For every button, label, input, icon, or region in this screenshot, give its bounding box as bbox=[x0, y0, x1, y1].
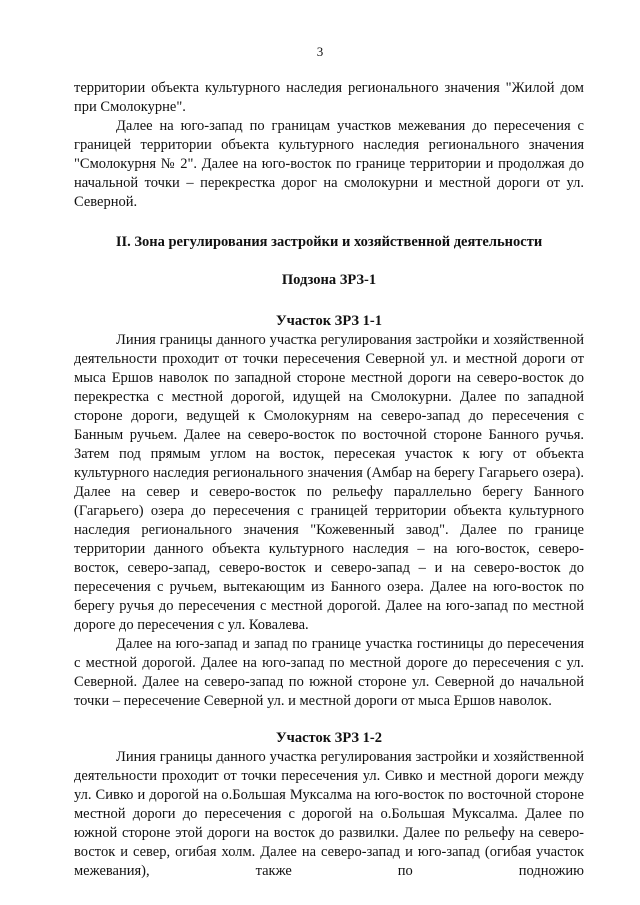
document-body bbox=[74, 79, 584, 881]
plot-1-1-paragraph-2: Далее на юго-запад и запад по границе участка гостиницы до пересечения с местной дорогой. Далее на юго-запад по местной дороге до пересечения с ул. Северной. Далее на северо-запад по южной стороне ул. Северной до начальной точки – пересечение Северной ул. и местной дороги от мыса Ершов наволок. bbox=[74, 636, 584, 709]
subzone-heading: Подзона ЗРЗ-1 bbox=[281, 272, 377, 288]
plot-heading-1-2: Участок ЗРЗ 1-2 bbox=[276, 730, 382, 746]
section-heading: II. Зона регулирования застройки и хозяйственной деятельности bbox=[115, 234, 543, 250]
plot-1-2-paragraph-1: Линия границы данного участка регулирования застройки и хозяйственной деятельности проходит от точки пересечения ул. Сивко и местной дороги между ул. Сивко и дорогой на о.Большая Муксалма на юго-восток по восточной стороне местной дороги до пересечения с дорогой на о.Большая Муксалма. Далее по южной стороне этой дороги на восток до развилки. Далее по рельефу на северо-восток и север, огибая холм. Далее на северо-запад и юго-запад (огибая участок межевания), также по подножию bbox=[74, 749, 584, 879]
paragraph-smolokurnya: Далее на юго-запад по границам участков межевания до пересечения с границей территории объекта культурного наследия регионального значения "Смолокурня № 2". Далее на юго-восток по границе территории и продолжая до начальной точки – перекрестка дорог на смолокурни и местной дороги от ул. Северной. bbox=[74, 118, 584, 210]
plot-1-1-paragraph-1: Линия границы данного участка регулирования застройки и хозяйственной деятельности проходит от точки пересечения Северной ул. и местной дороги от мыса Ершов наволок по западной стороне местной дороги на северо-восток до перекрестка с местной дорогой, идущей на Смолокурни. Далее по западной стороне дороги, ведущей к Смолокурням на северо-запад до пересечения с Банным ручьем. Далее на северо-восток по восточной стороне Банного ручья. Затем под прямым углом на восток, пересекая участок к югу от объекта культурного наследия регионального значения (Амбар на берегу Гагарьего озера). Далее на север и северо-восток по рельефу параллельно берегу Банного (Гагарьего) озера до пересечения с границей территории объекта культурного наследия регионального значения "Кожевенный завод". Далее по границе территории данного объекта культурного наследия – на юго-восток, северо-восток, северо-запад, северо-восток и северо-запад – и на северо-восток до пересечения с ручьем, вытекающим из Банного озера. Далее на юго-восток по берегу ручья до пересечения с местной дорогой. Далее на юго-запад по местной дороге до пересечения с ул. Ковалева. bbox=[74, 332, 584, 633]
paragraph-continuation: территории объекта культурного наследия регионального значения "Жилой дом при Смолокурне". bbox=[74, 80, 584, 115]
page-number: 3 bbox=[316, 44, 324, 59]
plot-heading-1-1: Участок ЗРЗ 1-1 bbox=[276, 313, 382, 329]
